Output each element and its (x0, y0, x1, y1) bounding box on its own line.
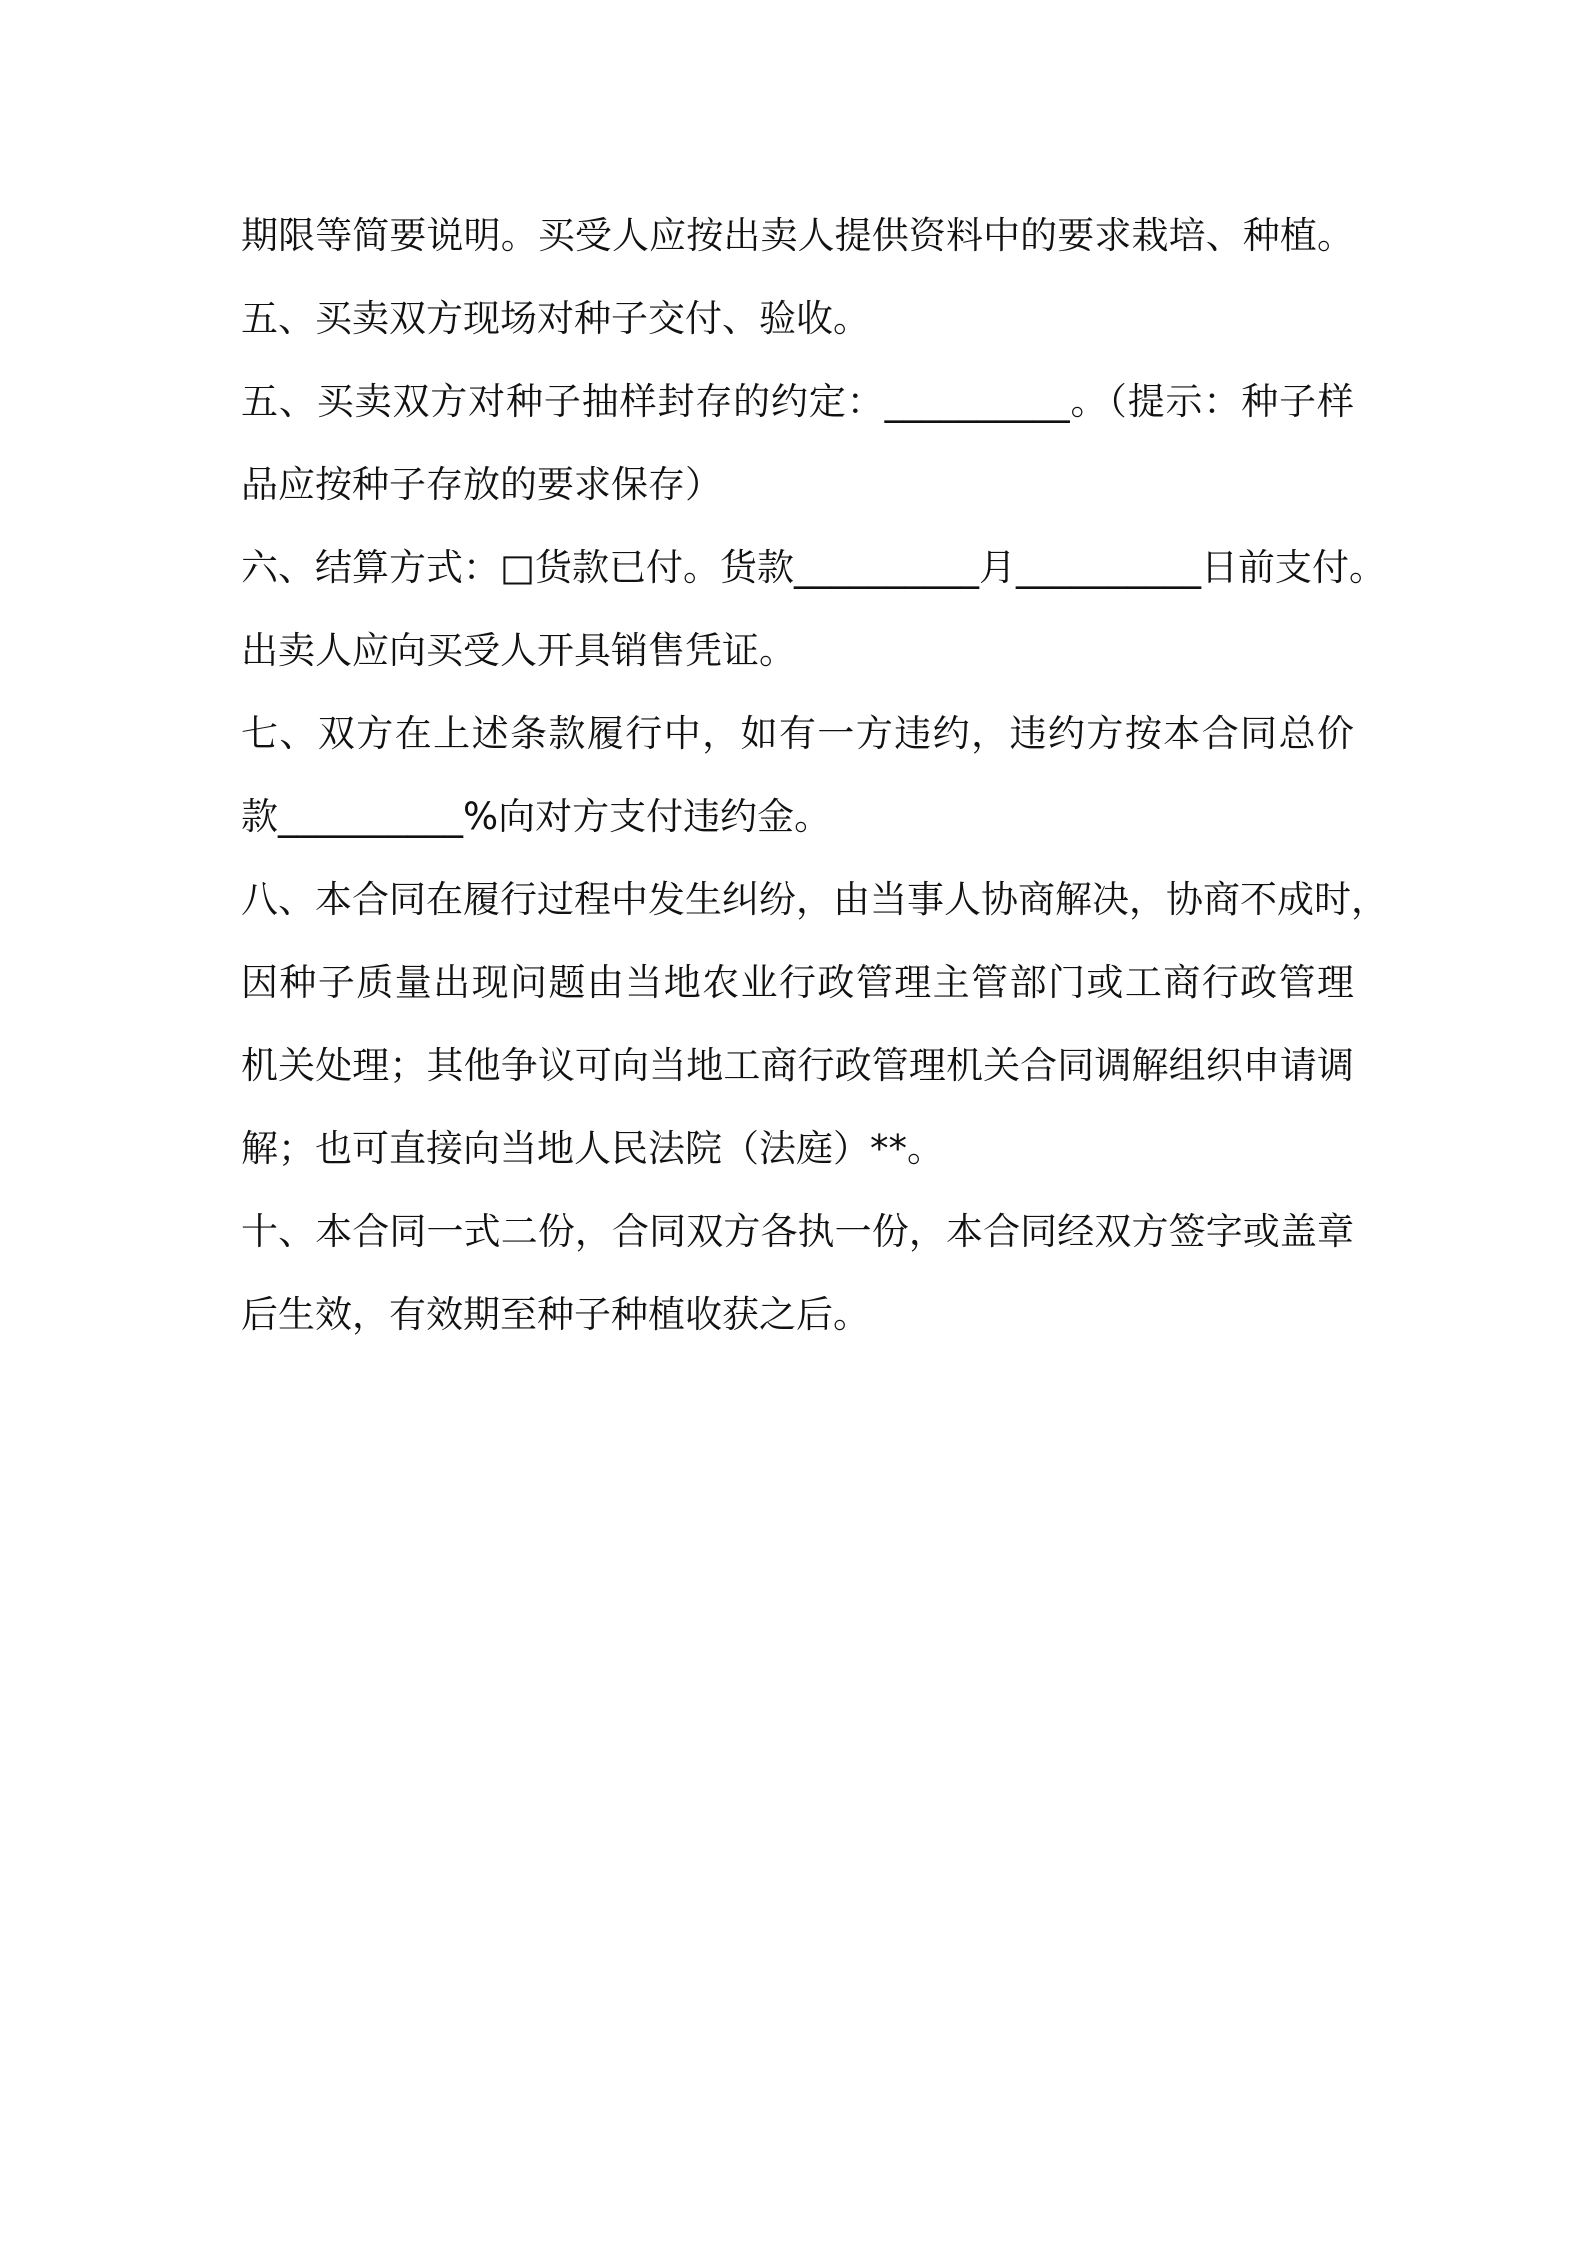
text-line: 品应按种子存放的要求保存） (241, 463, 722, 506)
text-line: 机关处理；其他争议可向当地工商行政管理机关合同调解组织申请调 (241, 1044, 1354, 1087)
text-line: 十、本合同一式二份，合同双方各执一份，本合同经双方签字或盖章 (241, 1210, 1354, 1253)
text-line: 五、买卖双方现场对种子交付、验收。 (241, 297, 870, 340)
text-line: 款__________%向对方支付违约金。 (241, 795, 832, 838)
text-line: 期限等简要说明。买受人应按出卖人提供资料中的要求栽培、种植。 (241, 214, 1354, 257)
text-line: 七、双方在上述条款履行中，如有一方违约，违约方按本合同总价 (241, 712, 1354, 755)
text-line: 出卖人应向买受人开具销售凭证。 (241, 629, 796, 672)
text-line: 后生效，有效期至种子种植收获之后。 (241, 1293, 870, 1336)
text-line: 六、结算方式：□货款已付。货款__________月__________日前支付。 (241, 546, 1386, 589)
text-line: 五、买卖双方对种子抽样封存的约定：__________。（提示：种子样 (241, 380, 1354, 423)
text-line: 八、本合同在履行过程中发生纠纷，由当事人协商解决，协商不成时， (241, 878, 1388, 921)
text-line: 因种子质量出现问题由当地农业行政管理主管部门或工商行政管理 (241, 961, 1354, 1004)
contract-text (241, 194, 1388, 1356)
text-line: 解；也可直接向当地人民法院（法庭）**。 (241, 1127, 944, 1170)
